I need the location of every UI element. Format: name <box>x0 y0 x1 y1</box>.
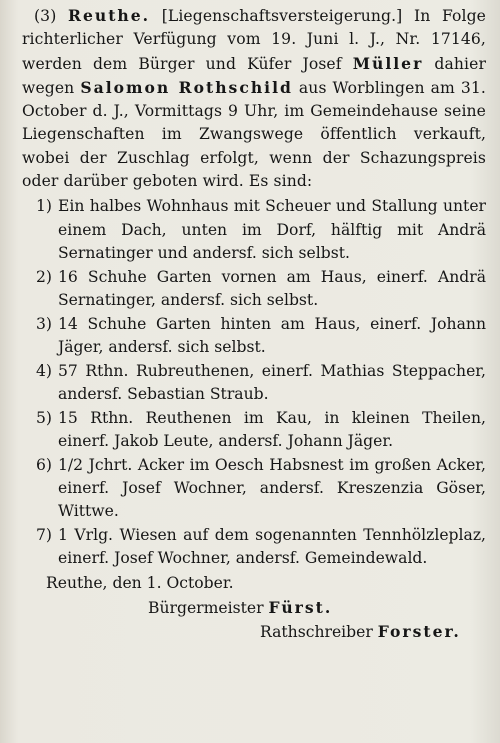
mayor-signature <box>22 596 486 621</box>
notice-body-part3: aus Worblingen am 31. October d. J., Vormittags 9 Uhr, im Gemeindehause seine Liegenschaften im Zwangswege öffentlich verkauft, wobei der Zuschlag erfolgt, wenn der Schazungspreis oder darüber geboten wird. Es sind: <box>22 78 486 191</box>
property-item-number: 1) <box>35 197 52 216</box>
mayor-title: Bürgermeister <box>148 598 264 617</box>
property-item-5 <box>22 407 486 453</box>
mayor-name: Fürst. <box>268 597 333 617</box>
notice-heading: [Liegenschaftsversteigerung.] <box>161 7 403 25</box>
property-item-number: 4) <box>35 361 52 380</box>
property-item-text: 57 Rthn. Rubreuthenen, einerf. Mathias Steppacher, andersf. Sebastian Straub. <box>58 361 486 403</box>
property-list <box>22 195 486 570</box>
property-item-4 <box>22 360 486 406</box>
clerk-title: Rathschreiber <box>260 623 373 642</box>
property-item-3 <box>22 313 486 359</box>
notice-body <box>22 4 486 193</box>
owner-name: Müller <box>352 53 424 73</box>
notice-number: (3) <box>34 7 57 25</box>
notice-place: Reuthe. <box>67 6 151 25</box>
property-item-number: 5) <box>35 408 52 427</box>
dateline: Reuthe, den 1. October. <box>46 574 234 593</box>
property-item-number: 6) <box>35 455 52 474</box>
notice-body-part2: dahier wegen <box>22 54 487 97</box>
property-item-text: 1/2 Jchrt. Acker im Oesch Habsnest im großen Acker, einerf. Josef Wochner, andersf. Kreszenzia Göser, Wittwe. <box>58 455 486 520</box>
property-item-text: 14 Schuhe Garten hinten am Haus, einerf. Johann Jäger, andersf. sich selbst. <box>58 314 486 356</box>
property-item-7 <box>22 524 486 570</box>
closing-block <box>22 572 486 645</box>
property-item-text: 15 Rthn. Reuthenen im Kau, in kleinen Theilen, einerf. Jakob Leute, andersf. Johann Jäger. <box>58 408 486 450</box>
property-item-text: 1 Vrlg. Wiesen auf dem sogenannten Tennhölzleplaz, einerf. Josef Wochner, andersf. Gemeindewald. <box>58 525 486 567</box>
property-item-text: 16 Schuhe Garten vornen am Haus, einerf. Andrä Sernatinger, andersf. sich selbst. <box>58 267 486 309</box>
property-item-text: Ein halbes Wohnhaus mit Scheuer und Stallung unter einem Dach, unten im Dorf, hälftig mit Andrä Sernatinger und andersf. sich selbst. <box>58 197 486 262</box>
clerk-name: Forster. <box>377 622 461 642</box>
notice-body-part1: In Folge richterlicher Verfügung vom 19. Juni l. J., Nr. 17146, werden dem Bürger und Küfer Josef <box>22 7 487 73</box>
property-item-6 <box>22 454 486 524</box>
property-item-number: 3) <box>35 314 52 333</box>
property-item-number: 2) <box>35 267 52 286</box>
property-item-1 <box>22 195 486 265</box>
property-item-number: 7) <box>35 525 52 544</box>
notice-paragraph <box>22 4 486 193</box>
property-item-2 <box>22 266 486 312</box>
clerk-signature <box>22 620 486 645</box>
creditor-name: Salomon Rothschild <box>80 77 293 97</box>
